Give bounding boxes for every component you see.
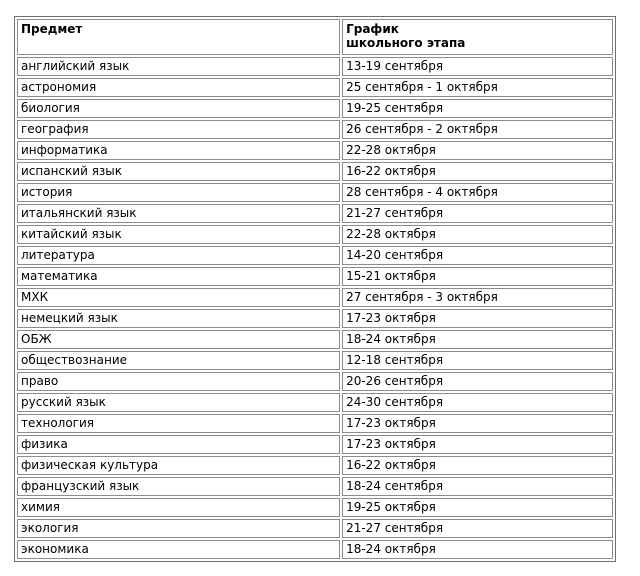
subject-cell: обществознание [17,351,340,370]
table-row [17,393,613,412]
table-header-row [17,19,613,55]
schedule-header-line2: школьного этапа [346,36,466,50]
subject-cell: испанский язык [17,162,340,181]
table-row [17,351,613,370]
subject-cell: экология [17,519,340,538]
subject-cell: история [17,183,340,202]
dates-cell: 17-23 октября [342,435,613,454]
dates-cell: 18-24 октября [342,540,613,559]
subject-cell: физическая культура [17,456,340,475]
subject-cell: физика [17,435,340,454]
subject-cell: МХК [17,288,340,307]
table-row [17,162,613,181]
table-row [17,477,613,496]
subject-cell: английский язык [17,57,340,76]
dates-cell: 19-25 сентября [342,99,613,118]
table-row [17,435,613,454]
table-row [17,99,613,118]
dates-cell: 14-20 сентября [342,246,613,265]
dates-cell: 12-18 сентября [342,351,613,370]
dates-cell: 13-19 сентября [342,57,613,76]
subject-cell: ОБЖ [17,330,340,349]
table-row [17,141,613,160]
table-row [17,78,613,97]
dates-cell: 16-22 октября [342,456,613,475]
schedule-column-header [342,19,613,55]
table-row [17,204,613,223]
table-row [17,330,613,349]
dates-cell: 17-23 октября [342,414,613,433]
subject-cell: экономика [17,540,340,559]
table-row [17,225,613,244]
dates-cell: 25 сентября - 1 октября [342,78,613,97]
dates-cell: 15-21 октября [342,267,613,286]
dates-cell: 19-25 октября [342,498,613,517]
subject-column-header [17,19,340,55]
dates-cell: 21-27 сентября [342,519,613,538]
table-row [17,498,613,517]
table-row [17,267,613,286]
table-row [17,540,613,559]
table-row [17,519,613,538]
dates-cell: 27 сентября - 3 октября [342,288,613,307]
subject-cell: география [17,120,340,139]
dates-cell: 17-23 октября [342,309,613,328]
dates-cell: 18-24 октября [342,330,613,349]
table-row [17,288,613,307]
subject-cell: информатика [17,141,340,160]
subject-cell: биология [17,99,340,118]
table-row [17,309,613,328]
dates-cell: 22-28 октября [342,141,613,160]
subject-cell: химия [17,498,340,517]
subject-cell: итальянский язык [17,204,340,223]
table-row [17,57,613,76]
subject-cell: астрономия [17,78,340,97]
subject-cell: русский язык [17,393,340,412]
subject-cell: математика [17,267,340,286]
table-row [17,246,613,265]
dates-cell: 28 сентября - 4 октября [342,183,613,202]
schedule-header-line1: График [346,22,399,36]
table-row [17,456,613,475]
subject-header-text: Предмет [21,22,83,36]
table-row [17,120,613,139]
dates-cell: 22-28 октября [342,225,613,244]
subject-cell: право [17,372,340,391]
subject-cell: французский язык [17,477,340,496]
schedule-container [14,16,616,562]
dates-cell: 20-26 сентября [342,372,613,391]
table-row [17,414,613,433]
subject-cell: технология [17,414,340,433]
subject-cell: китайский язык [17,225,340,244]
dates-cell: 16-22 октября [342,162,613,181]
subject-cell: немецкий язык [17,309,340,328]
dates-cell: 26 сентября - 2 октября [342,120,613,139]
table-row [17,372,613,391]
subject-cell: литература [17,246,340,265]
olympiad-schedule-table [14,16,616,562]
table-row [17,183,613,202]
dates-cell: 24-30 сентября [342,393,613,412]
dates-cell: 21-27 сентября [342,204,613,223]
dates-cell: 18-24 сентября [342,477,613,496]
